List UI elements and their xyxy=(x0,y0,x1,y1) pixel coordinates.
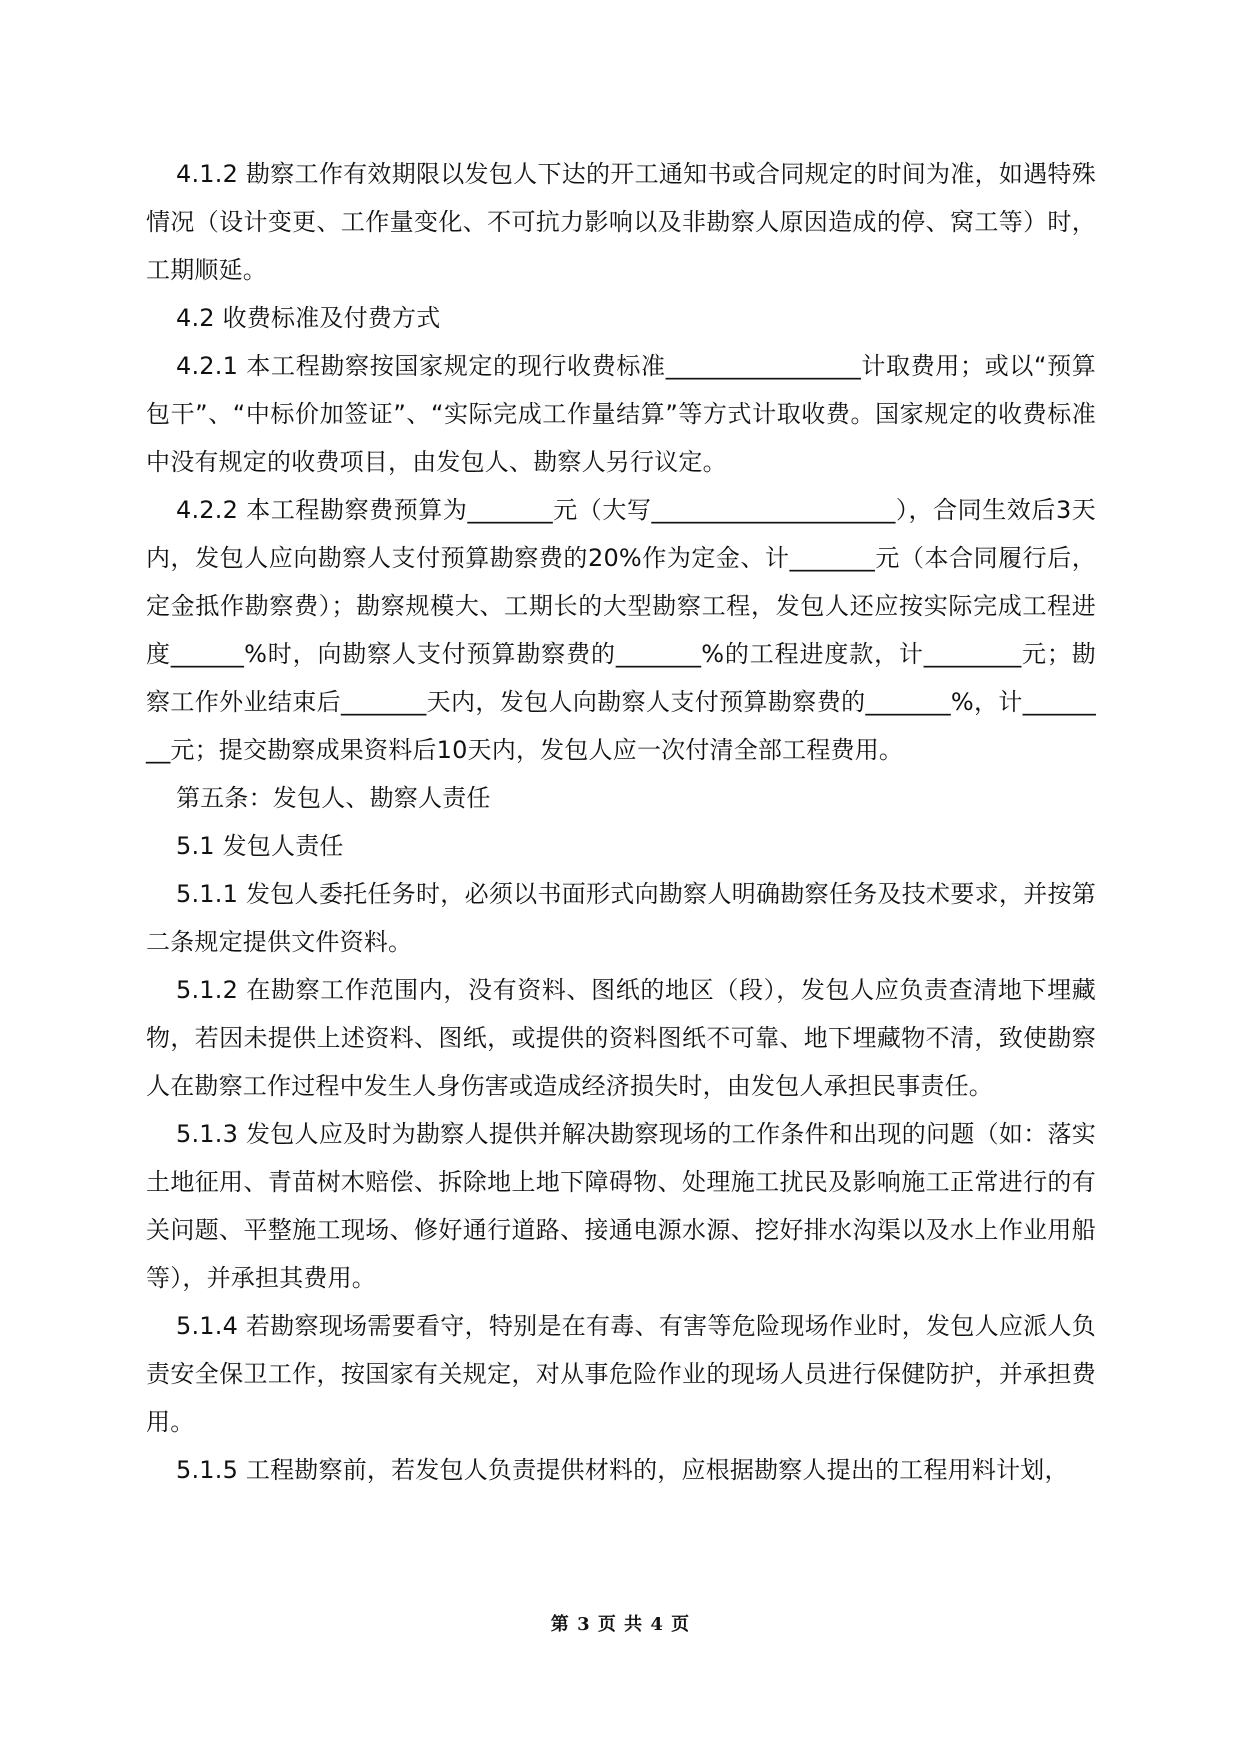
paragraph-4-2-2: 4.2.2 本工程勘察费预算为_______元（大写____________________），合同生效后3天内，发包人应向勘察人支付预算勘察费的20%作为定金、计_______元（本合同履行后，定金抵作勘察费）；勘察规模大、工期长的大型勘察工程，发包人还应按实际完成工程进度______%时，向勘察人支付预算勘察费的_______%的工程进度款，计________元；勘察工作外业结束后_______天内，发包人向勘察人支付预算勘察费的_______%，计________元；提交勘察成果资料后10天内，发包人应一次付清全部工程费用。 xyxy=(146,496,1096,764)
paragraph-5-1-2: 5.1.2 在勘察工作范围内，没有资料、图纸的地区（段），发包人应负责查清地下埋藏物，若因未提供上述资料、图纸，或提供的资料图纸不可靠、地下埋藏物不清，致使勘察人在勘察工作过程中发生人身伤害或造成经济损失时，由发包人承担民事责任。 xyxy=(146,976,1096,1100)
heading-article-5: 第五条：发包人、勘察人责任 xyxy=(176,784,491,812)
paragraph-4-2-1: 4.2.1 本工程勘察按国家规定的现行收费标准________________计取费用；或以“预算包干”、“中标价加签证”、“实际完成工作量结算”等方式计取收费。国家规定的收费标准中没有规定的收费项目，由发包人、勘察人另行议定。 xyxy=(146,352,1096,476)
page-footer: 第 3 页 共 4 页 xyxy=(550,1614,691,1635)
paragraph-4-1-2: 4.1.2 勘察工作有效期限以发包人下达的开工通知书或合同规定的时间为准，如遇特殊情况（设计变更、工作量变化、不可抗力影响以及非勘察人原因造成的停、窝工等）时，工期顺延。 xyxy=(146,160,1096,284)
paragraph-5-1-4: 5.1.4 若勘察现场需要看守，特别是在有毒、有害等危险现场作业时，发包人应派人负责安全保卫工作，按国家有关规定，对从事危险作业的现场人员进行保健防护，并承担费用。 xyxy=(146,1312,1096,1436)
paragraph-5-1-3: 5.1.3 发包人应及时为勘察人提供并解决勘察现场的工作条件和出现的问题（如：落实土地征用、青苗树木赔偿、拆除地上地下障碍物、处理施工扰民及影响施工正常进行的有关问题、平整施工现场、修好通行道路、接通电源水源、挖好排水沟渠以及水上作业用船等），并承担其费用。 xyxy=(146,1120,1096,1292)
heading-4-2: 4.2 收费标准及付费方式 xyxy=(176,304,441,332)
document-body xyxy=(146,150,1096,1494)
paragraph-5-1-5: 5.1.5 工程勘察前，若发包人负责提供材料的，应根据勘察人提出的工程用料计划， xyxy=(176,1456,1069,1484)
heading-5-1: 5.1 发包人责任 xyxy=(176,832,344,860)
paragraph-5-1-1: 5.1.1 发包人委托任务时，必须以书面形式向勘察人明确勘察任务及技术要求，并按第二条规定提供文件资料。 xyxy=(146,880,1096,956)
